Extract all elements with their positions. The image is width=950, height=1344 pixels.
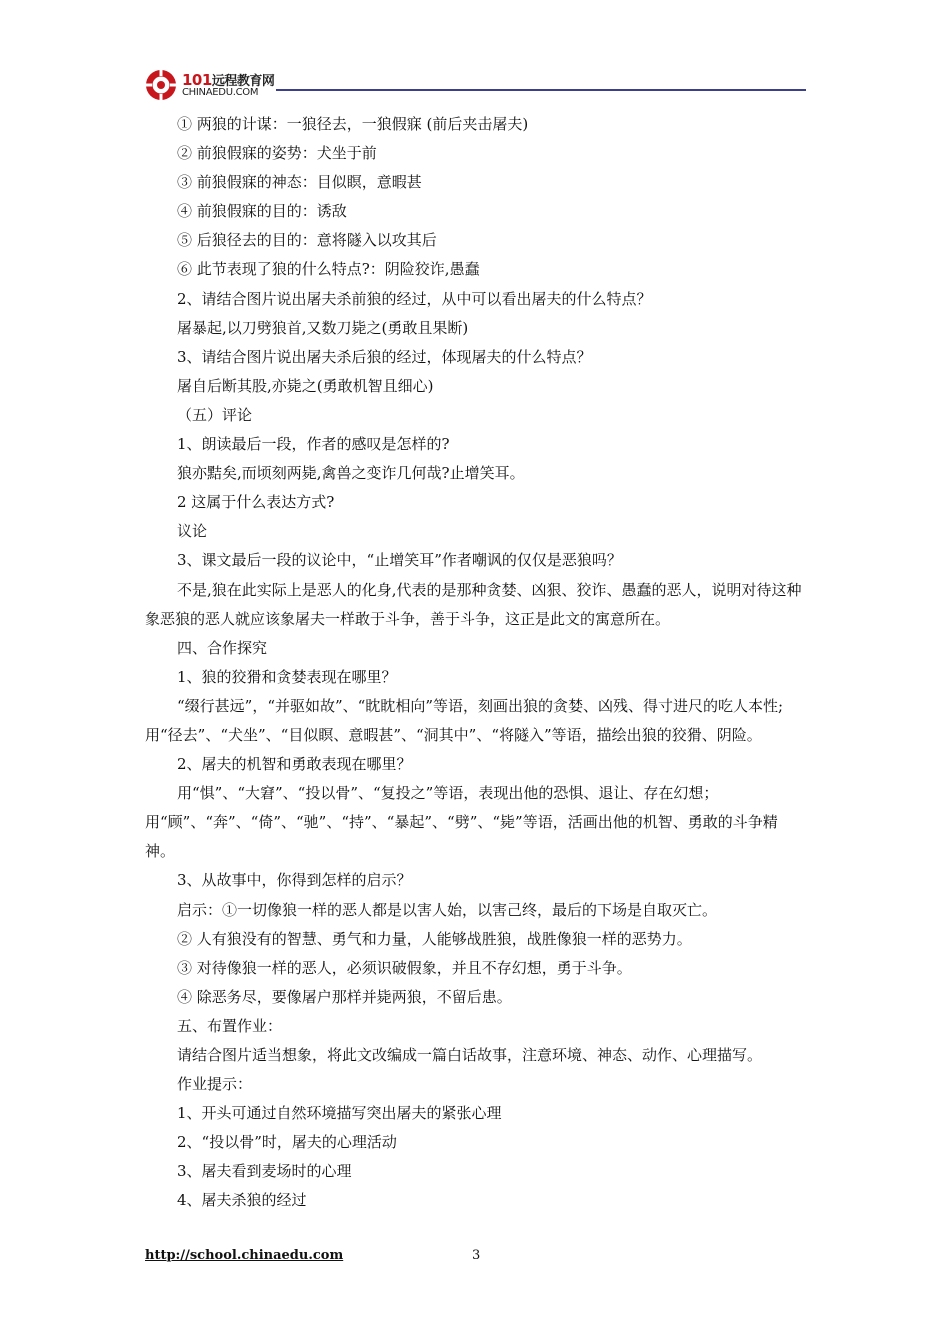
header-rule [276,89,806,91]
paragraph: 3、屠夫看到麦场时的心理 [177,1162,352,1181]
footer-url-link[interactable]: http://school.chinaedu.com [145,1248,344,1263]
paragraph: ③ 前狼假寐的神态：目似瞑，意暇甚 [177,173,422,192]
paragraph: 2、请结合图片说出屠夫杀前狼的经过，从中可以看出屠夫的什么特点？ [177,289,652,308]
paragraph: ① 两狼的计谋：一狼径去，一狼假寐 (前后夹击屠夫) [177,115,529,133]
paragraph: 屠暴起,以刀劈狼首,又数刀毙之(勇敢且果断) [177,318,469,337]
paragraph: 2、“投以骨”时，屠夫的心理活动 [177,1133,397,1152]
paragraph: 1、开头可通过自然环境描写突出屠夫的紧张心理 [177,1104,502,1123]
section-heading: 四、合作探究 [177,638,268,657]
page-footer [145,1248,807,1268]
paragraph: 2、屠夫的机智和勇敢表现在哪里？ [177,755,412,774]
paragraph: ② 人有狼没有的智慧、勇气和力量，人能够战胜狼，战胜像狼一样的恶势力。 [177,929,692,948]
paragraph: 1、狼的狡猾和贪婪表现在哪里？ [177,667,397,686]
document-body [145,110,807,1216]
paragraph: ④ 除恶务尽，要像屠户那样并毙两狼，不留后患。 [177,987,512,1006]
section-heading: 五、布置作业： [177,1016,283,1035]
paragraph: 启示：①一切像狼一样的恶人都是以害人始，以害己终，最后的下场是自取灭亡。 [177,900,718,919]
brand-chinese: 远程教育网 [211,74,275,89]
paragraph: 议论 [177,522,208,541]
chinaedu-logo-icon [144,68,178,102]
paragraph: ⑥ 此节表现了狼的什么特点?：阴险狡诈,愚蠢 [177,260,480,279]
paragraph: 1、朗读最后一段，作者的感叹是怎样的? [177,435,450,454]
paragraph: 2 这属于什么表达方式? [177,493,335,512]
paragraph: ③ 对待像狼一样的恶人，必须识破假象，并且不存幻想，勇于斗争。 [177,958,632,977]
paragraph: 狼亦黠矣,而顷刻两毙,禽兽之变诈几何哉?止增笑耳。 [177,464,525,483]
paragraph: ⑤ 后狼径去的目的：意将隧入以攻其后 [177,231,437,250]
brand-number: 101 [182,71,212,89]
page-header [144,68,806,108]
paragraph: 3、请结合图片说出屠夫杀后狼的经过，体现屠夫的什么特点？ [177,347,592,366]
paragraph: 不是,狼在此实际上是恶人的化身,代表的是那种贪婪、凶狠、狡诈、愚蠢的恶人，说明对待这种象恶狼的恶人就应该象屠夫一样敢于斗争，善于斗争，这正是此文的寓意所在。 [145,580,802,628]
paragraph: ④ 前狼假寐的目的：诱敌 [177,202,347,221]
page-number: 3 [472,1248,481,1263]
paragraph: 作业提示： [177,1075,253,1094]
paragraph: 用“惧”、“大窘”、“投以骨”、“复投之”等语，表现出他的恐惧、退让、存在幻想；用“顾”、“奔”、“倚”、“驰”、“持”、“暴起”、“劈”、“毙”等语，活画出他的机智、勇敢的斗争精神。 [145,784,778,861]
paragraph: 3、从故事中，你得到怎样的启示？ [177,871,412,890]
paragraph: 3、课文最后一段的议论中，“止增笑耳”作者嘲讽的仅仅是恶狼吗？ [177,551,622,570]
paragraph: 4、屠夫杀狼的经过 [177,1191,307,1210]
paragraph: 屠自后断其股,亦毙之(勇敢机智且细心) [177,376,434,395]
section-heading: （五）评论 [177,405,253,424]
paragraph: 请结合图片适当想象，将此文改编成一篇白话故事，注意环境、神态、动作、心理描写。 [177,1046,763,1064]
paragraph: ② 前狼假寐的姿势：犬坐于前 [177,144,377,163]
paragraph: “缀行甚远”，“并驱如故”、“眈眈相向”等语，刻画出狼的贪婪、凶残、得寸进尺的吃人本性;用“径去”、“犬坐”、“目似瞑、意暇甚”、“洞其中”、“将隧入”等语，描绘出狼的狡猾、阴险。 [145,696,784,744]
brand-domain: CHINAEDU.COM [182,87,259,98]
